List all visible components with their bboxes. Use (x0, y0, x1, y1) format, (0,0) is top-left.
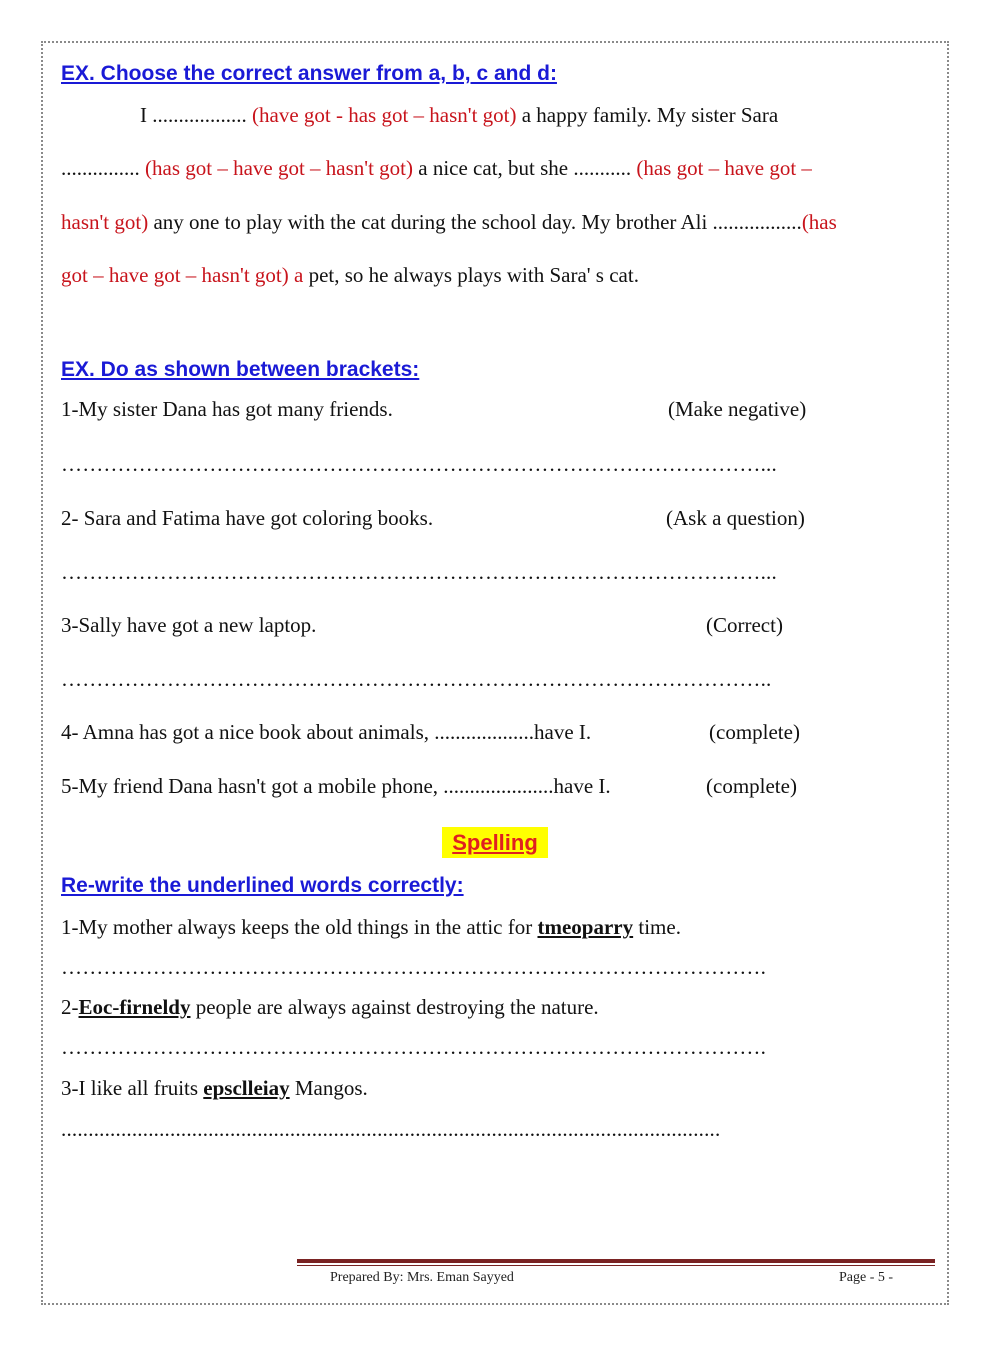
ex1-choices: (has got – have got – (636, 156, 812, 180)
ex1-choices: hasn't got) (61, 210, 149, 234)
ex2-instruction-3: (Correct) (706, 613, 783, 637)
ex1-line-3 (61, 210, 837, 235)
ex1-choices: (has got – have got – hasn't got) (145, 156, 413, 180)
footer-rule (297, 1259, 935, 1263)
ex2-item-2: 2- Sara and Fatima have got coloring books. (61, 506, 434, 530)
spelling-text: 3-I like all fruits (61, 1076, 204, 1100)
ex2-answer-line-3[interactable]: ……………………………………………………………………………………….. (61, 667, 772, 691)
ex2-item-4: 4- Amna has got a nice book about animals, ...................have I. (61, 720, 592, 744)
ex2-instruction-5: (complete) (706, 774, 797, 798)
ex1-text: any one to play with the cat during the school day. My brother Ali ................. (148, 210, 802, 234)
ex1-text: ............... (61, 156, 145, 180)
misspelled-word: tmeoparry (537, 915, 634, 939)
ex1-line-4 (61, 263, 639, 288)
spelling-item-1 (61, 915, 681, 940)
ex2-item-3: 3-Sally have got a new laptop. (61, 613, 317, 637)
ex2-instruction-4: (complete) (709, 720, 800, 744)
ex2-instruction-2: (Ask a question) (666, 506, 805, 530)
ex1-heading: EX. Choose the correct answer from a, b, c and d: (61, 62, 557, 85)
ex2-instruction-1: (Make negative) (668, 397, 807, 421)
footer-prepared-by: Prepared By: Mrs. Eman Sayyed (330, 1270, 514, 1285)
ex1-choices: (have got - has got – hasn't got) (252, 103, 517, 127)
spelling-answer-line-1[interactable]: ………………………………………………………………………………………. (61, 955, 767, 979)
ex2-item-5: 5-My friend Dana hasn't got a mobile phone, .....................have I. (61, 774, 611, 798)
footer-rule-thin (297, 1265, 935, 1266)
spelling-item-2 (61, 995, 599, 1020)
misspelled-word: Eoc-firneldy (78, 995, 191, 1019)
ex1-text: a nice cat, but she ........... (413, 156, 637, 180)
ex1-line-2 (61, 156, 812, 181)
spelling-title: Spelling (442, 827, 548, 858)
spelling-text: people are always against destroying the nature. (190, 995, 599, 1019)
spelling-text: 2- (61, 995, 79, 1019)
spelling-text: time. (633, 915, 681, 939)
spelling-answer-line-2[interactable]: ………………………………………………………………………………………. (61, 1035, 767, 1059)
ex2-item-1: 1-My sister Dana has got many friends. (61, 397, 393, 421)
ex2-answer-line-1[interactable]: ………………………………………………………………………………………... (61, 452, 777, 476)
ex1-line-1 (140, 103, 778, 128)
ex1-text: a happy family. My sister Sara (516, 103, 779, 127)
spelling-text: 1-My mother always keeps the old things in the attic for (61, 915, 538, 939)
misspelled-word: epsclleiay (203, 1076, 290, 1100)
ex1-text: I .................. (140, 103, 252, 127)
footer-page-number: Page - 5 - (839, 1270, 894, 1285)
spelling-heading: Re-write the underlined words correctly: (61, 874, 464, 897)
spelling-text: Mangos. (289, 1076, 368, 1100)
ex2-heading: EX. Do as shown between brackets: (61, 358, 420, 381)
ex1-choices: got – have got – hasn't got) a (61, 263, 304, 287)
ex2-answer-line-2[interactable]: ………………………………………………………………………………………... (61, 560, 777, 584)
spelling-item-3 (61, 1076, 368, 1101)
ex1-choices: (has (801, 210, 837, 234)
ex1-text: pet, so he always plays with Sara' s cat. (303, 263, 639, 287)
spelling-answer-line-3[interactable]: ......................................................................................................................... (61, 1117, 721, 1141)
